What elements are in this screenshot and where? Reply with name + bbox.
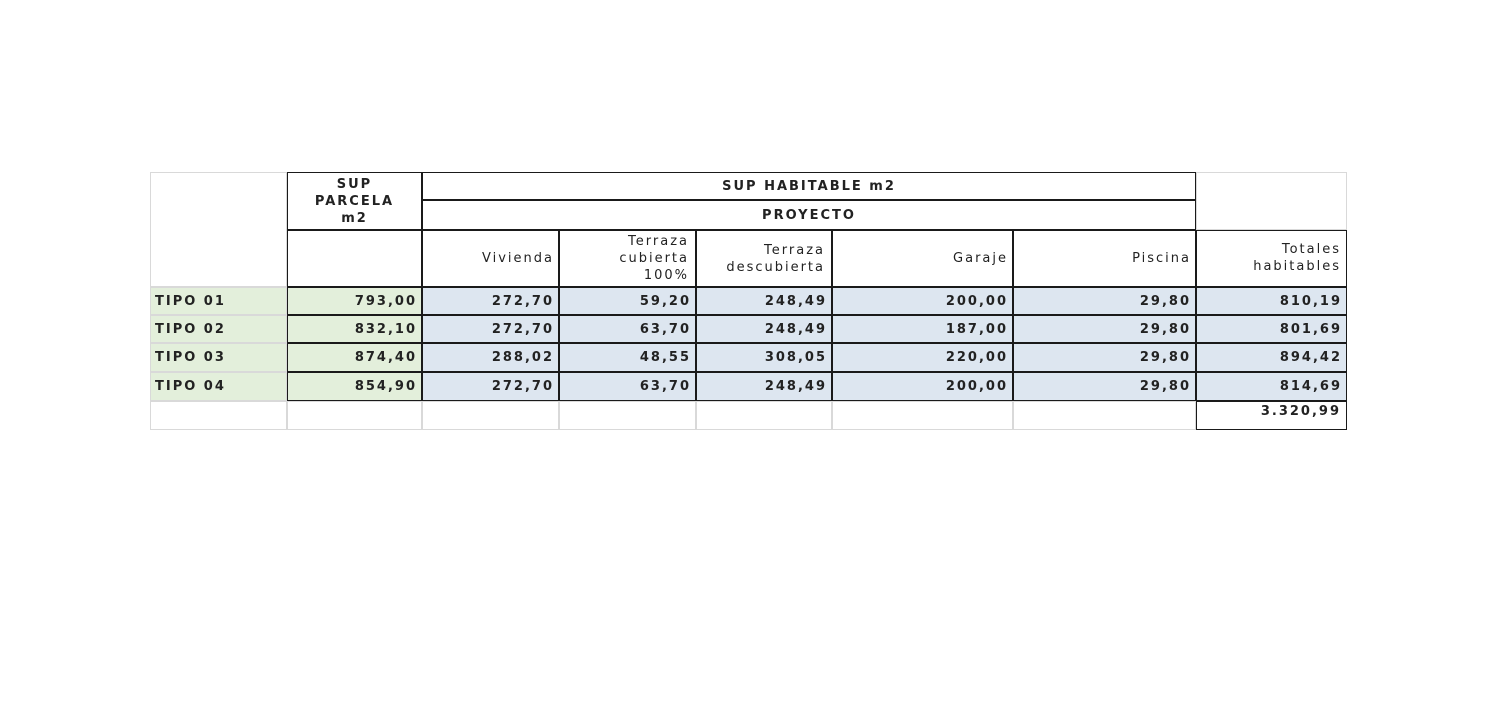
cell-piscina: 29,80 <box>1013 315 1196 343</box>
cell-parcela: 874,40 <box>287 343 422 372</box>
cell-tipo: TIPO 04 <box>150 372 287 401</box>
cell-garaje: 220,00 <box>832 343 1013 372</box>
cell-piscina: 29,80 <box>1013 287 1196 315</box>
cell-terraza-cubierta: 63,70 <box>559 315 696 343</box>
col-header-terraza-descubierta: Terraza descubierta <box>696 230 832 287</box>
cell-terraza-cubierta: 63,70 <box>559 372 696 401</box>
cell-terraza-descubierta: 308,05 <box>696 343 832 372</box>
sup-parcela-header <box>287 172 422 230</box>
footer-empty <box>696 401 832 430</box>
cell-total: 814,69 <box>1196 372 1347 401</box>
cell-garaje: 200,00 <box>832 372 1013 401</box>
sup-parcela-subheader-empty <box>287 230 422 287</box>
col-header-garaje: Garaje <box>832 230 1013 287</box>
header-empty-right <box>1196 172 1347 230</box>
cell-total: 894,42 <box>1196 343 1347 372</box>
sup-parcela-label: SUP PARCELA m2 <box>314 176 395 226</box>
cell-tipo: TIPO 01 <box>150 287 287 315</box>
cell-piscina: 29,80 <box>1013 343 1196 372</box>
cell-total: 801,69 <box>1196 315 1347 343</box>
proyecto-label: PROYECTO <box>762 207 856 223</box>
cell-terraza-cubierta: 48,55 <box>559 343 696 372</box>
footer-empty <box>832 401 1013 430</box>
proyecto-header <box>422 200 1196 230</box>
grand-total-value: 3.320,99 <box>1260 404 1341 419</box>
col-header-terraza-cubierta: Terraza cubierta 100% <box>559 230 696 287</box>
cell-garaje: 187,00 <box>832 315 1013 343</box>
header-empty-corner <box>150 172 287 287</box>
col-header-piscina: Piscina <box>1013 230 1196 287</box>
footer-empty <box>1013 401 1196 430</box>
cell-vivienda: 272,70 <box>422 372 559 401</box>
cell-terraza-descubierta: 248,49 <box>696 287 832 315</box>
cell-parcela: 832,10 <box>287 315 422 343</box>
footer-empty <box>422 401 559 430</box>
cell-tipo: TIPO 02 <box>150 315 287 343</box>
cell-tipo: TIPO 03 <box>150 343 287 372</box>
cell-parcela: 854,90 <box>287 372 422 401</box>
cell-parcela: 793,00 <box>287 287 422 315</box>
cell-vivienda: 272,70 <box>422 287 559 315</box>
cell-terraza-cubierta: 59,20 <box>559 287 696 315</box>
cell-garaje: 200,00 <box>832 287 1013 315</box>
col-header-vivienda: Vivienda <box>422 230 559 287</box>
cell-vivienda: 272,70 <box>422 315 559 343</box>
cell-vivienda: 288,02 <box>422 343 559 372</box>
sup-habitable-label: SUP HABITABLE m2 <box>722 178 896 194</box>
col-header-totales: Totales habitables <box>1196 230 1347 287</box>
cell-piscina: 29,80 <box>1013 372 1196 401</box>
cell-terraza-descubierta: 248,49 <box>696 315 832 343</box>
footer-empty <box>287 401 422 430</box>
cell-total: 810,19 <box>1196 287 1347 315</box>
footer-empty <box>559 401 696 430</box>
cell-terraza-descubierta: 248,49 <box>696 372 832 401</box>
sup-habitable-header <box>422 172 1196 200</box>
footer-empty <box>150 401 287 430</box>
grand-total-cell <box>1196 401 1347 430</box>
